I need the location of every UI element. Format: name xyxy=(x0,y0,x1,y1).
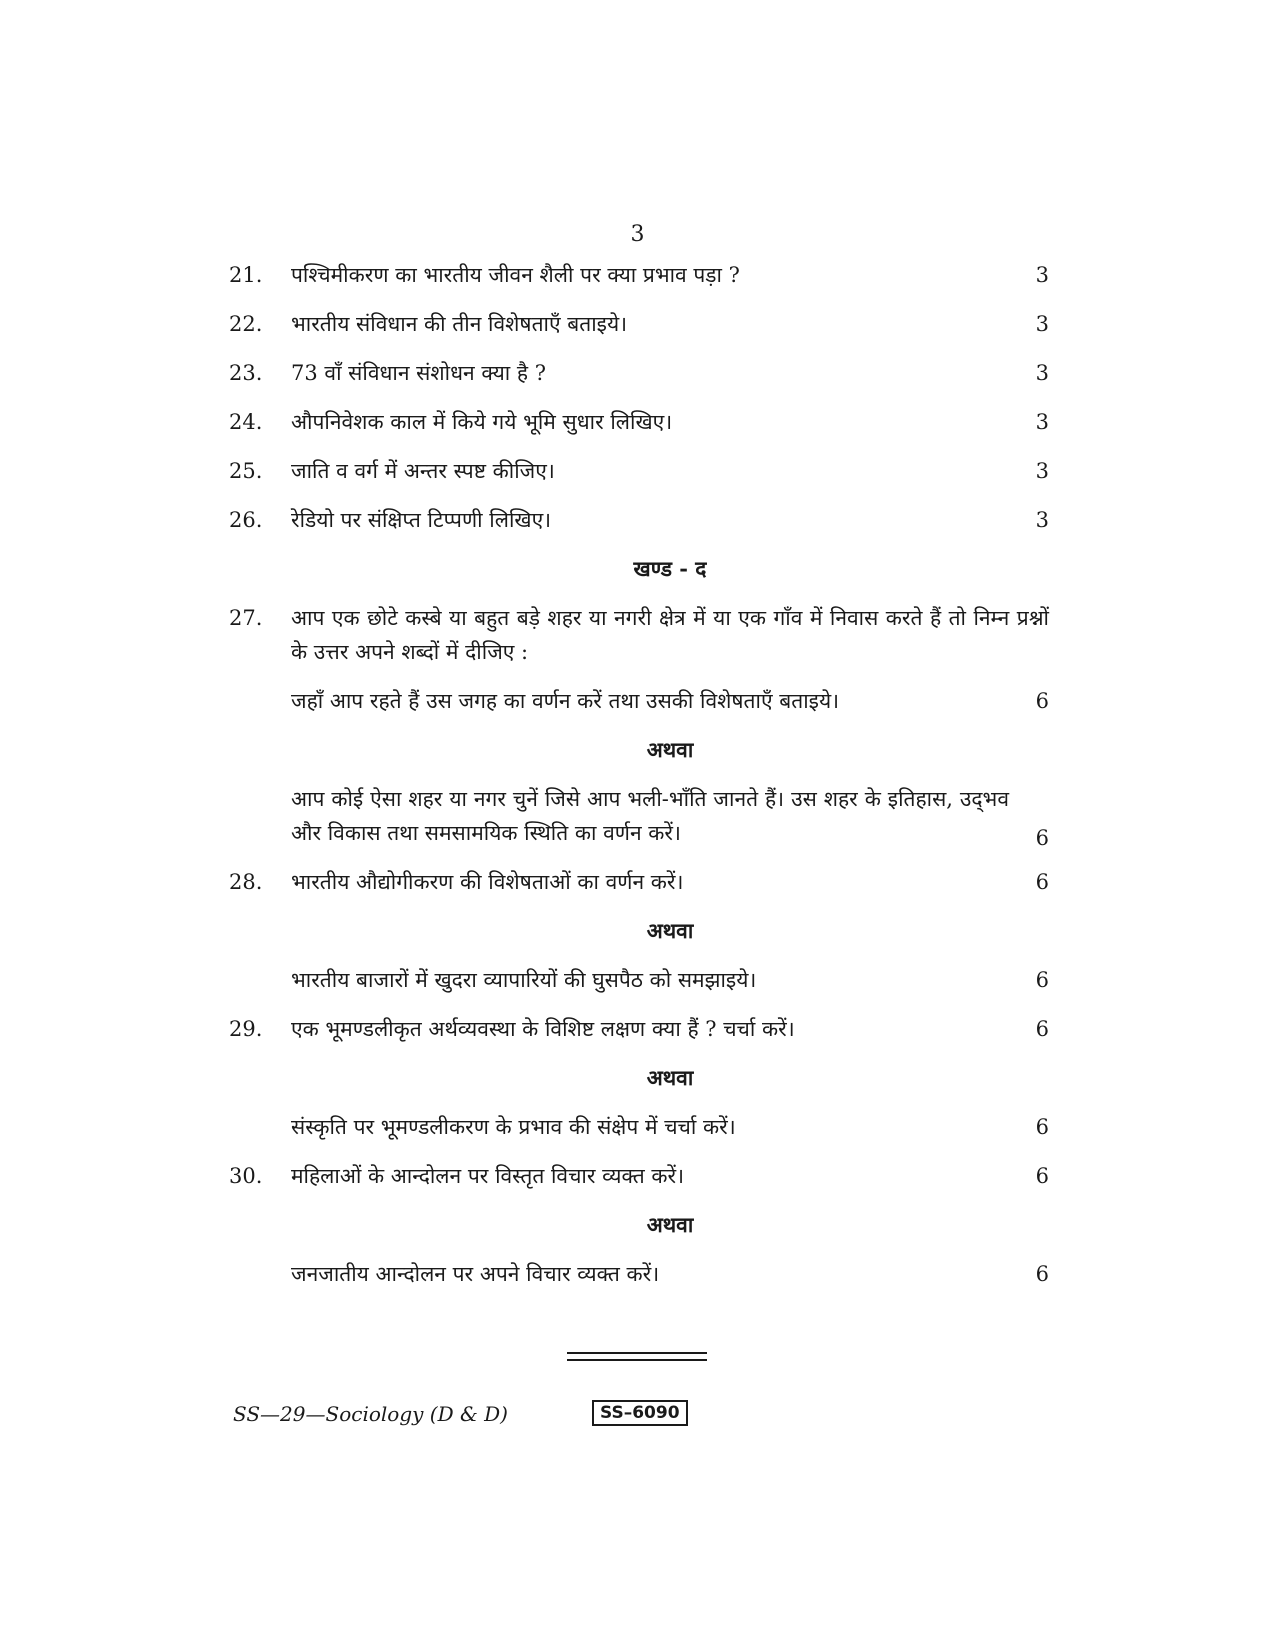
question-number: 30. xyxy=(229,1164,263,1188)
question-text: पश्चिमीकरण का भारतीय जीवन शैली पर क्या प्रभाव पड़ा ? xyxy=(291,263,740,287)
question-number: 26. xyxy=(229,508,263,532)
question-text: महिलाओं के आन्दोलन पर विस्तृत विचार व्यक्त करें। xyxy=(291,1164,685,1188)
question-marks: 6 xyxy=(1035,968,1049,992)
question-30 xyxy=(229,1159,1049,1193)
or-label: अथवा xyxy=(646,1212,694,1237)
question-marks: 3 xyxy=(1035,410,1049,434)
question-marks: 6 xyxy=(1035,1262,1049,1286)
question-text: 73 वाँ संविधान संशोधन क्या है ? xyxy=(291,361,546,385)
footer-paper-code: SS–6090 xyxy=(592,1400,688,1426)
question-marks: 6 xyxy=(1035,826,1049,850)
question-30-alt xyxy=(229,1257,1049,1291)
question-number: 23. xyxy=(229,361,263,385)
question-25 xyxy=(229,454,1049,488)
question-text: भारतीय औद्योगीकरण की विशेषताओं का वर्णन करें। xyxy=(291,870,684,894)
question-number: 28. xyxy=(229,870,263,894)
question-23 xyxy=(229,356,1049,390)
question-marks: 3 xyxy=(1035,361,1049,385)
question-marks: 6 xyxy=(1035,1164,1049,1188)
question-text: रेडियो पर संक्षिप्त टिप्पणी लिखिए। xyxy=(291,508,552,532)
question-28-alt xyxy=(229,963,1049,997)
question-text: जाति व वर्ग में अन्तर स्पष्ट कीजिए। xyxy=(291,459,555,483)
question-text: भारतीय संविधान की तीन विशेषताएँ बताइये। xyxy=(291,312,628,336)
question-number: 29. xyxy=(229,1017,263,1041)
question-29-alt xyxy=(229,1110,1049,1144)
question-text: आप कोई ऐसा शहर या नगर चुनें जिसे आप भली-भाँति जानते हैं। उस शहर के इतिहास, उद्‌भव और विकास तथा समसामयिक स्थिति का वर्णन करें। xyxy=(291,787,1009,845)
question-27-main xyxy=(229,684,1049,718)
question-26 xyxy=(229,503,1049,537)
end-divider xyxy=(567,1352,707,1361)
page-number: 3 xyxy=(630,222,645,247)
question-text: संस्कृति पर भूमण्डलीकरण के प्रभाव की संक्षेप में चर्चा करें। xyxy=(291,1115,736,1139)
question-number: 25. xyxy=(229,459,263,483)
question-marks: 3 xyxy=(1035,312,1049,336)
or-label: अथवा xyxy=(646,918,694,943)
question-text: आप एक छोटे कस्बे या बहुत बड़े शहर या नगरी क्षेत्र में या एक गाँव में निवास करते हैं तो निम्न प्रश्नों के उत्तर अपने शब्दों में दीजिए : xyxy=(291,606,1049,664)
question-marks: 3 xyxy=(1035,263,1049,287)
question-marks: 6 xyxy=(1035,870,1049,894)
question-21 xyxy=(229,258,1049,292)
question-27-intro xyxy=(229,601,1049,669)
question-27-alt xyxy=(229,782,1049,850)
question-number: 27. xyxy=(229,606,263,630)
question-number: 24. xyxy=(229,410,263,434)
question-number: 22. xyxy=(229,312,263,336)
question-22 xyxy=(229,307,1049,341)
question-29 xyxy=(229,1012,1049,1046)
question-marks: 3 xyxy=(1035,459,1049,483)
question-text: औपनिवेशक काल में किये गये भूमि सुधार लिखिए। xyxy=(291,410,673,434)
question-text: जनजातीय आन्दोलन पर अपने विचार व्यक्त करें। xyxy=(291,1262,660,1286)
or-label: अथवा xyxy=(646,737,694,762)
question-marks: 3 xyxy=(1035,508,1049,532)
question-marks: 6 xyxy=(1035,689,1049,713)
question-text: जहाँ आप रहते हैं उस जगह का वर्णन करें तथा उसकी विशेषताएँ बताइये। xyxy=(291,689,840,713)
question-text: भारतीय बाजारों में खुदरा व्यापारियों की घुसपैठ को समझाइये। xyxy=(291,968,757,992)
question-marks: 6 xyxy=(1035,1115,1049,1139)
section-d-heading: खण्ड - द xyxy=(633,556,707,581)
question-28 xyxy=(229,865,1049,899)
question-number: 21. xyxy=(229,263,263,287)
question-marks: 6 xyxy=(1035,1017,1049,1041)
question-list xyxy=(229,258,1049,1306)
question-text: एक भूमण्डलीकृत अर्थव्यवस्था के विशिष्ट लक्षण क्या हैं ? चर्चा करें। xyxy=(291,1017,795,1041)
or-label: अथवा xyxy=(646,1065,694,1090)
footer-paper-label: SS—29—Sociology (D & D) xyxy=(233,1402,508,1426)
question-24 xyxy=(229,405,1049,439)
